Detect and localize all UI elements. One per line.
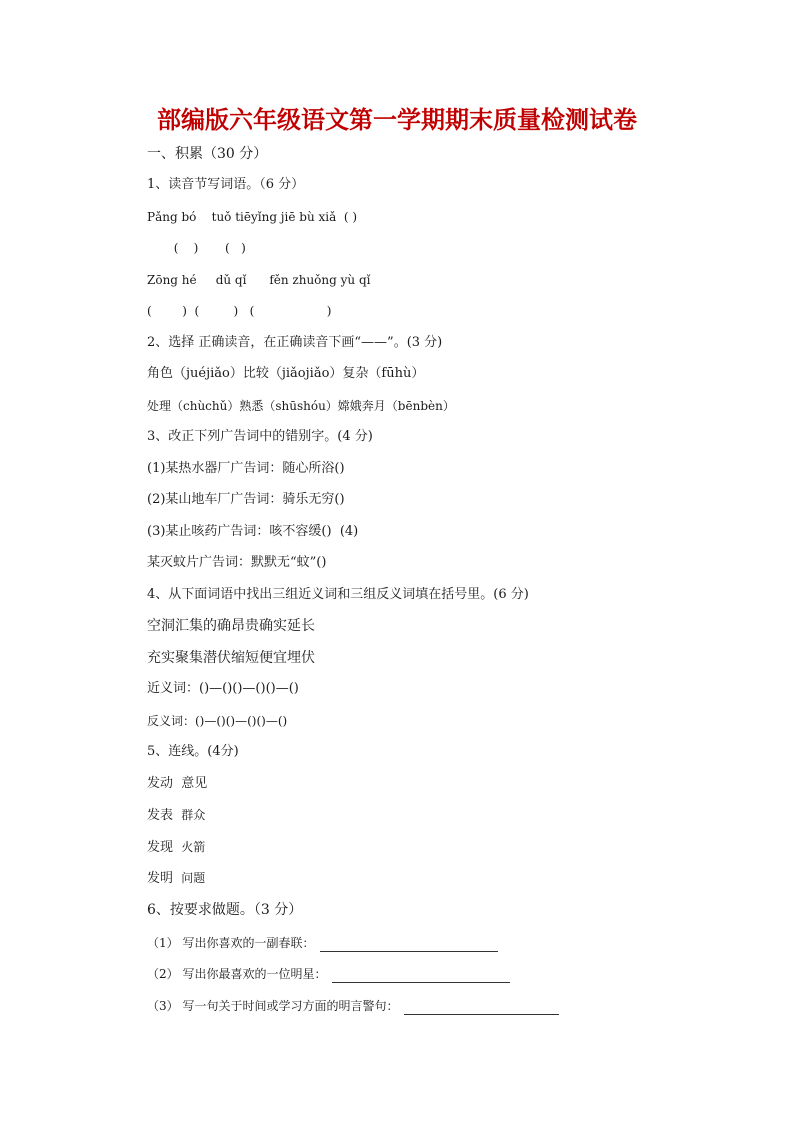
q5-pair-row	[147, 869, 205, 888]
q2-heading: 2、选择 正确读音，在正确读音下画“——”。(3 分)	[147, 335, 443, 350]
q4-word-list-1: 空洞汇集的确昂贵确实延长	[147, 618, 315, 634]
q5-heading: 5、连线。(4分)	[147, 744, 239, 759]
q6-item-3	[147, 997, 559, 1015]
q3-item-1: (1)某热水器厂广告词：随心所浴()	[147, 461, 345, 476]
q6-item-3-prompt: （3） 写一句关于时间或学习方面的明言警句：	[147, 999, 399, 1013]
q2-row-2: 处理（chùchǔ）熟悉（shūshóu）嫦娥奔月（bēnbèn）	[147, 399, 455, 413]
q4-word-list-2: 充实聚集潜伏缩短便宜埋伏	[147, 650, 315, 666]
q5-pair-row	[147, 775, 207, 793]
q6-item-2	[147, 965, 510, 983]
q4-antonyms-row: 反义词：()—()()—()()—()	[147, 714, 288, 728]
q4-synonyms-row: 近义词：()—()()—()()—()	[147, 681, 299, 696]
q5-pair-row	[147, 838, 205, 857]
q5-right-word: 群众	[181, 808, 206, 822]
q3-item-4: 某灭蚊片广告词：默默无“蚊”()	[147, 555, 327, 570]
q1-pinyin-row-2: Zōng hé dǔ qǐ fěn zhuǒng yù qǐ	[147, 273, 371, 287]
q6-answer-blank-2[interactable]	[332, 968, 510, 983]
q1-pinyin-row-1: Pǎng bó tuǒ tiēyǐng jiē bù xiǎ ( )	[147, 210, 358, 224]
q5-left-word: 发明	[147, 871, 174, 886]
q6-item-2-prompt: （2） 写出你最喜欢的一位明星：	[147, 967, 327, 981]
q5-right-word: 问题	[181, 871, 206, 885]
q3-heading: 3、改正下列广告词中的错别字。(4 分)	[147, 429, 373, 444]
exam-title: 部编版六年级语文第一学期期末质量检测试卷	[157, 105, 637, 134]
section-heading-accumulation: 一、积累（30 分）	[147, 146, 268, 162]
q5-right-word: 火箭	[181, 840, 206, 854]
q4-heading: 4、从下面词语中找出三组近义词和三组反义词填在括号里。(6 分)	[147, 587, 529, 602]
q5-left-word: 发现	[147, 840, 174, 855]
q6-heading: 6、按要求做题。（3 分）	[147, 902, 303, 918]
q3-item-2: (2)某山地车厂广告词：骑乐无穷()	[147, 492, 345, 507]
q6-item-1	[147, 934, 498, 952]
q6-answer-blank-1[interactable]	[320, 937, 498, 952]
q5-right-word: 意见	[181, 776, 208, 791]
q1-answer-parens-row-2: ( ) ( ) ( )	[147, 304, 332, 318]
q5-pair-row	[147, 806, 205, 825]
q2-row-1: 角色（juéjiǎo）比较（jiǎojiǎo）复杂（fūhù）	[147, 366, 425, 381]
q6-item-1-prompt: （1） 写出你喜欢的一副春联：	[147, 936, 315, 950]
q5-left-word: 发动	[147, 776, 174, 791]
q6-answer-blank-3[interactable]	[404, 1000, 559, 1015]
q1-answer-parens-row-1: ( ) ( )	[147, 241, 246, 255]
q5-left-word: 发表	[147, 808, 174, 823]
q1-heading: 1、读音节写词语。（6 分）	[147, 177, 305, 192]
q3-item-3: (3)某止咳药广告词：咳不容缓() (4)	[147, 524, 359, 539]
